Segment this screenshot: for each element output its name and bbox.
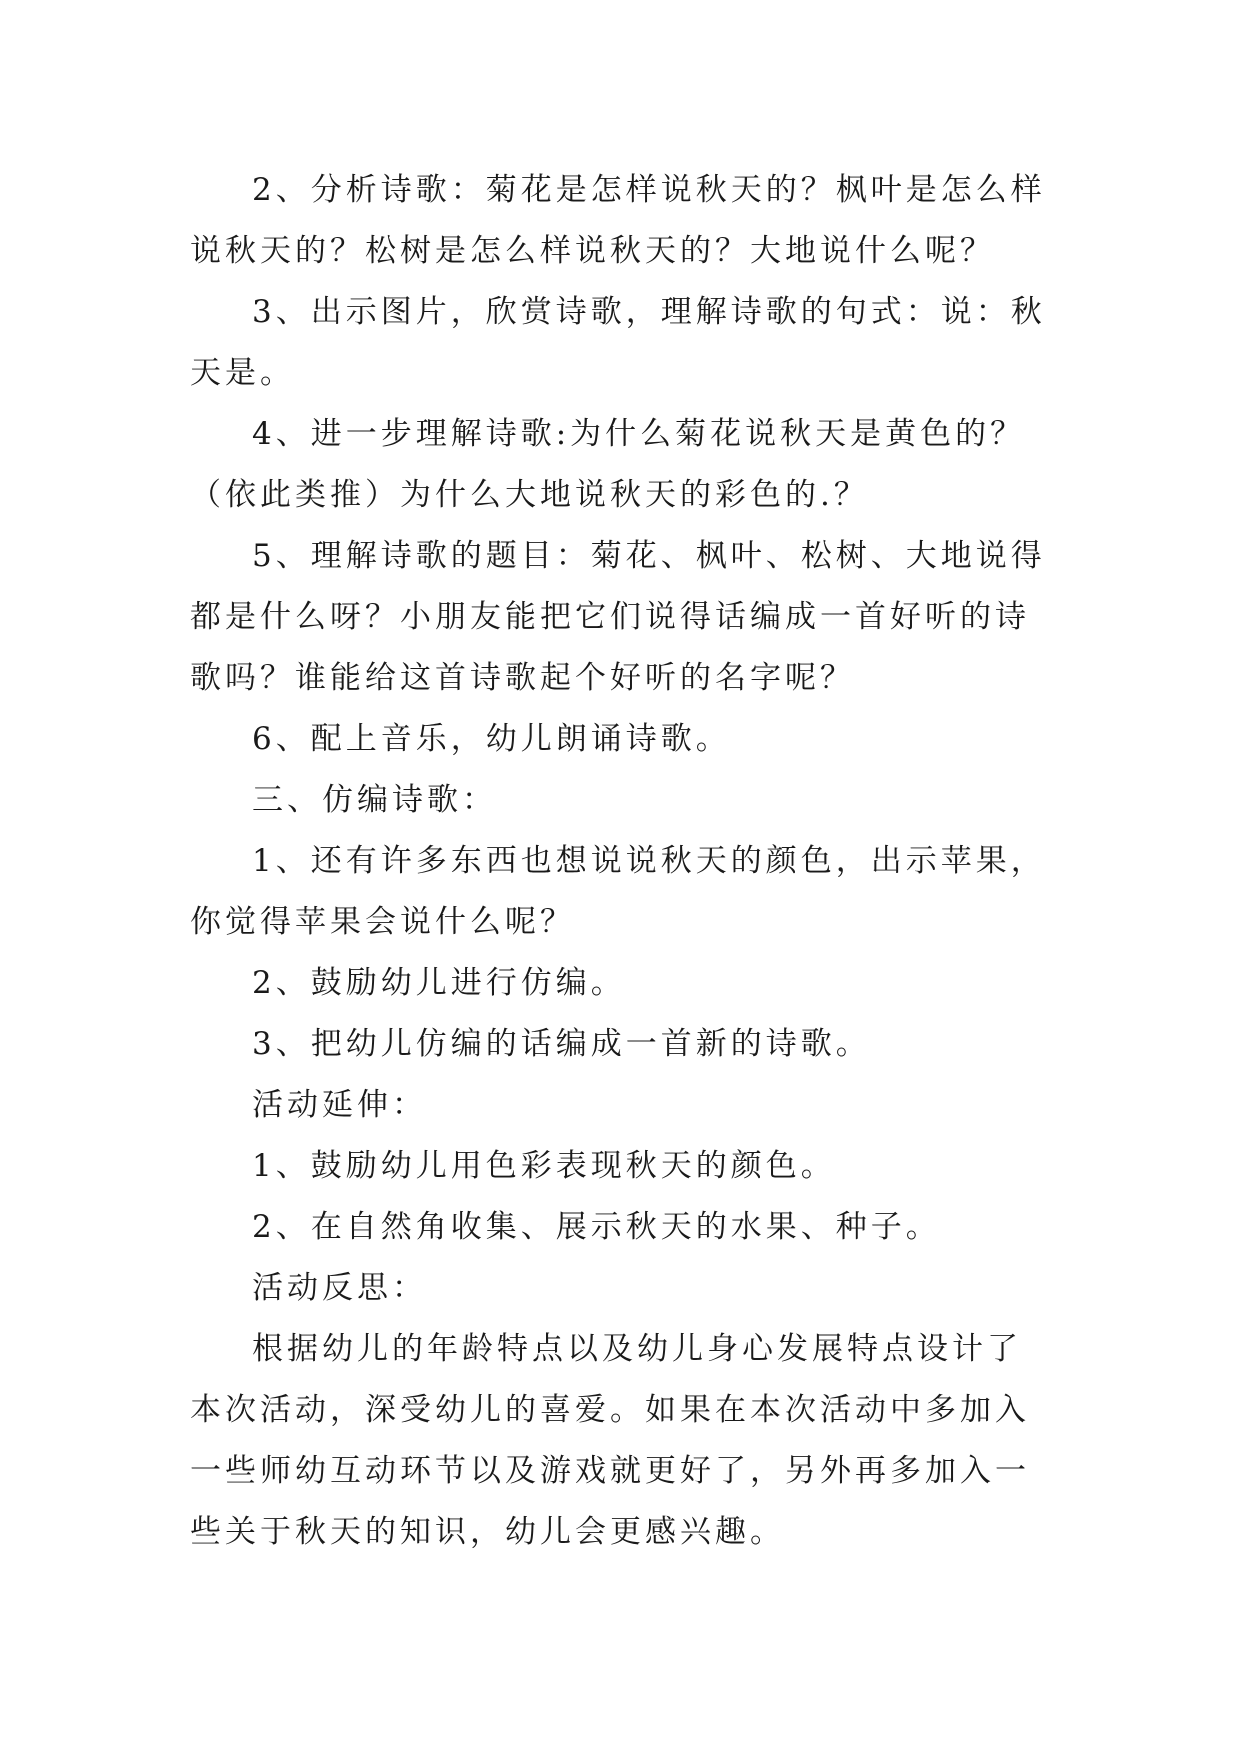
paragraph-recite-with-music: 6、配上音乐，幼儿朗诵诗歌。: [252, 721, 731, 757]
paragraph-further-understanding: 4、进一步理解诗歌:为什么菊花说秋天是黄色的？（依此类推）为什么大地说秋天的彩色的.？: [190, 416, 1026, 513]
heading-activity-reflection: 活动反思：: [252, 1270, 427, 1306]
heading-activity-extension: 活动延伸：: [252, 1087, 427, 1123]
paragraph-color-expression: 1、鼓励幼儿用色彩表现秋天的颜色。: [252, 1148, 836, 1184]
document-body: [190, 160, 1052, 1563]
paragraph-encourage-imitation: 2、鼓励幼儿进行仿编。: [252, 965, 626, 1001]
heading-imitate-poem: 三、仿编诗歌：: [252, 782, 497, 818]
paragraph-apple-example: 1、还有许多东西也想说说秋天的颜色，出示苹果，你觉得苹果会说什么呢？: [190, 843, 1046, 940]
paragraph-analyze-poem: 2、分析诗歌：菊花是怎样说秋天的？枫叶是怎么样说秋天的？松树是怎么样说秋天的？大地说什么呢？: [190, 172, 1046, 269]
paragraph-nature-corner: 2、在自然角收集、展示秋天的水果、种子。: [252, 1209, 941, 1245]
paragraph-poem-title: 5、理解诗歌的题目：菊花、枫叶、松树、大地说得都是什么呀？小朋友能把它们说得话编成一首好听的诗歌吗？谁能给这首诗歌起个好听的名字呢？: [190, 538, 1046, 696]
paragraph-new-poem: 3、把幼儿仿编的话编成一首新的诗歌。: [252, 1026, 871, 1062]
paragraph-show-pictures: 3、出示图片，欣赏诗歌，理解诗歌的句式：说：秋天是。: [190, 294, 1046, 391]
paragraph-reflection: 根据幼儿的年龄特点以及幼儿身心发展特点设计了本次活动，深受幼儿的喜爱。如果在本次活动中多加入一些师幼互动环节以及游戏就更好了，另外再多加入一些关于秋天的知识，幼儿会更感兴趣。: [190, 1331, 1030, 1550]
